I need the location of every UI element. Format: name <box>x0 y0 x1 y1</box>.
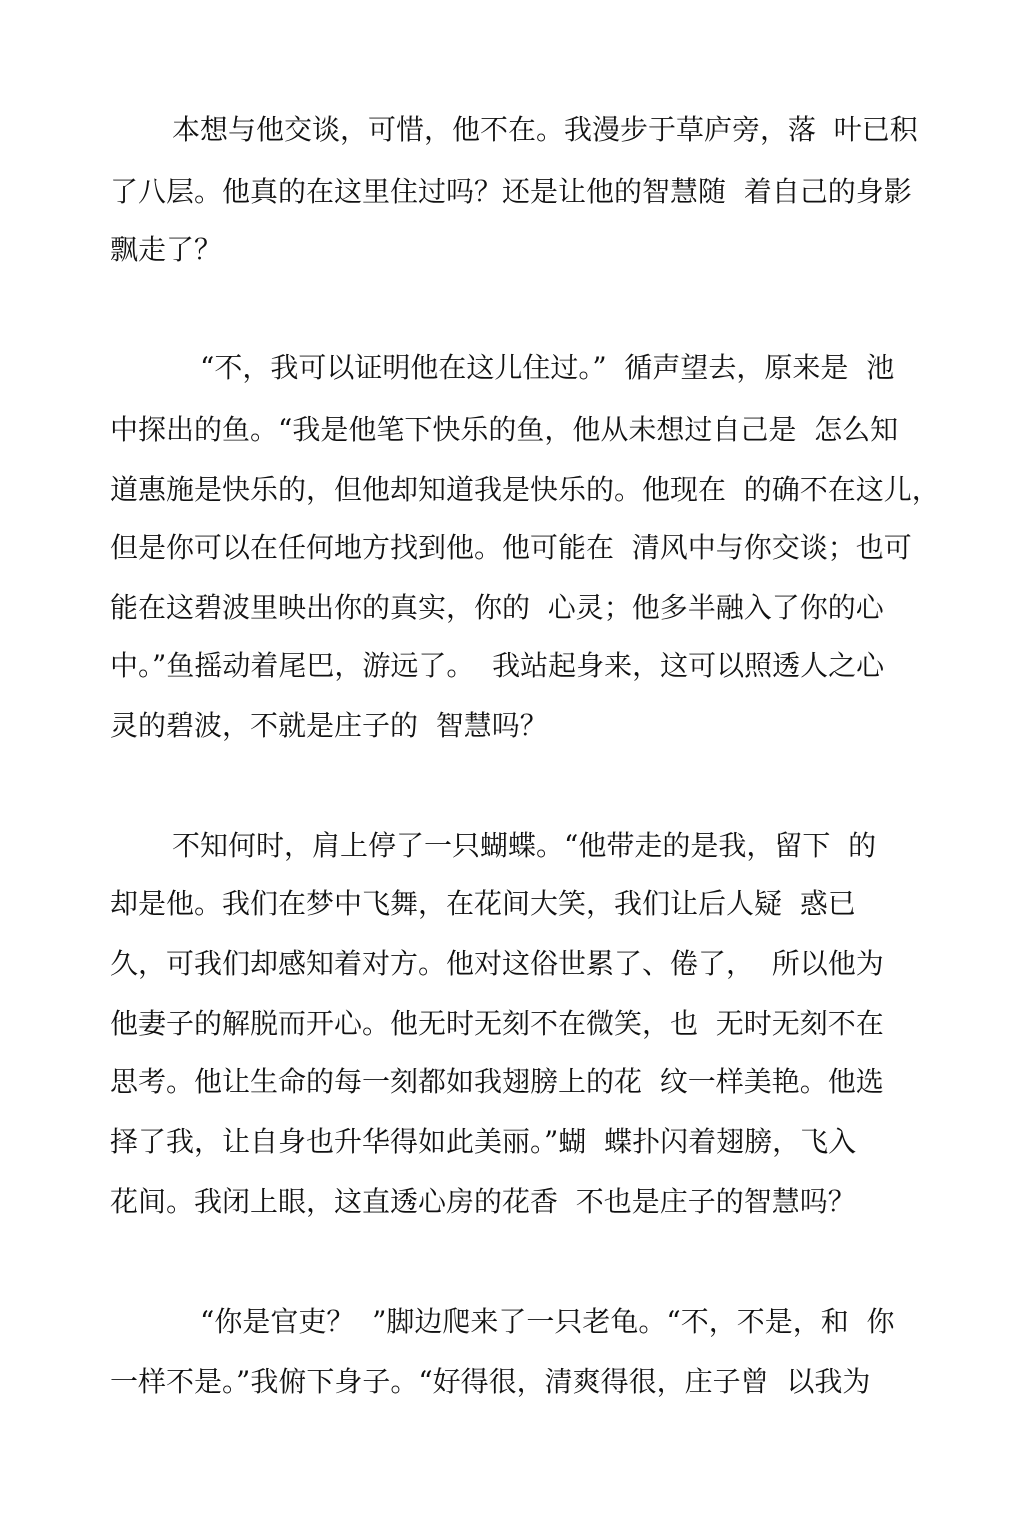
paragraph-2-line-3: 道惠施是快乐的，但他却知道我是快乐的。他现在 的确不在这儿， <box>110 473 940 506</box>
paragraph-4-line-2: 一样不是。”我俯下身子。“好得很，清爽得很，庄子曾 以我为 <box>110 1365 871 1398</box>
paragraph-2-line-4: 但是你可以在任何地方找到他。他可能在 清风中与你交谈；也可 <box>110 531 912 564</box>
paragraph-2-line-7: 灵的碧波，不就是庄子的 智慧吗？ <box>110 709 548 742</box>
paragraph-2-line-6: 中。”鱼摇动着尾巴，游远了。 我站起身来，这可以照透人之心 <box>110 649 885 682</box>
paragraph-3-line-1: 不知何时，肩上停了一只蝴蝶。“他带走的是我，留下 的 <box>172 829 877 862</box>
paragraph-2-line-1: “不，我可以证明他在这儿住过。” 循声望去，原来是 池 <box>200 351 895 384</box>
paragraph-1-line-3: 飘走了？ <box>110 233 223 266</box>
paragraph-3-line-3: 久，可我们却感知着对方。他对这俗世累了、倦了， 所以他为 <box>110 947 884 980</box>
paragraph-3-line-6: 择了我，让自身也升华得如此美丽。”蝴 蝶扑闪着翅膀，飞入 <box>110 1125 857 1158</box>
paragraph-3-line-5: 思考。他让生命的每一刻都如我翅膀上的花 纹一样美艳。他选 <box>110 1065 884 1098</box>
paragraph-3-line-4: 他妻子的解脱而开心。他无时无刻不在微笑，也 无时无刻不在 <box>110 1007 884 1040</box>
paragraph-4-line-1: “你是官吏？ ”脚边爬来了一只老龟。“不，不是，和 你 <box>200 1305 895 1338</box>
paragraph-3-line-7: 花间。我闭上眼，这直透心房的花香 不也是庄子的智慧吗？ <box>110 1185 856 1218</box>
paragraph-1-line-1: 本想与他交谈，可惜，他不在。我漫步于草庐旁，落 叶已积 <box>172 113 918 146</box>
paragraph-2-line-2: 中探出的鱼。“我是他笔下快乐的鱼，他从未想过自己是 怎么知 <box>110 413 899 446</box>
paragraph-2-line-5: 能在这碧波里映出你的真实，你的 心灵；他多半融入了你的心 <box>110 591 884 624</box>
paragraph-3-line-2: 却是他。我们在梦中飞舞，在花间大笑，我们让后人疑 惑已 <box>110 887 856 920</box>
paragraph-1-line-2: 了八层。他真的在这里住过吗？还是让他的智慧随 着自己的身影 <box>110 175 912 208</box>
